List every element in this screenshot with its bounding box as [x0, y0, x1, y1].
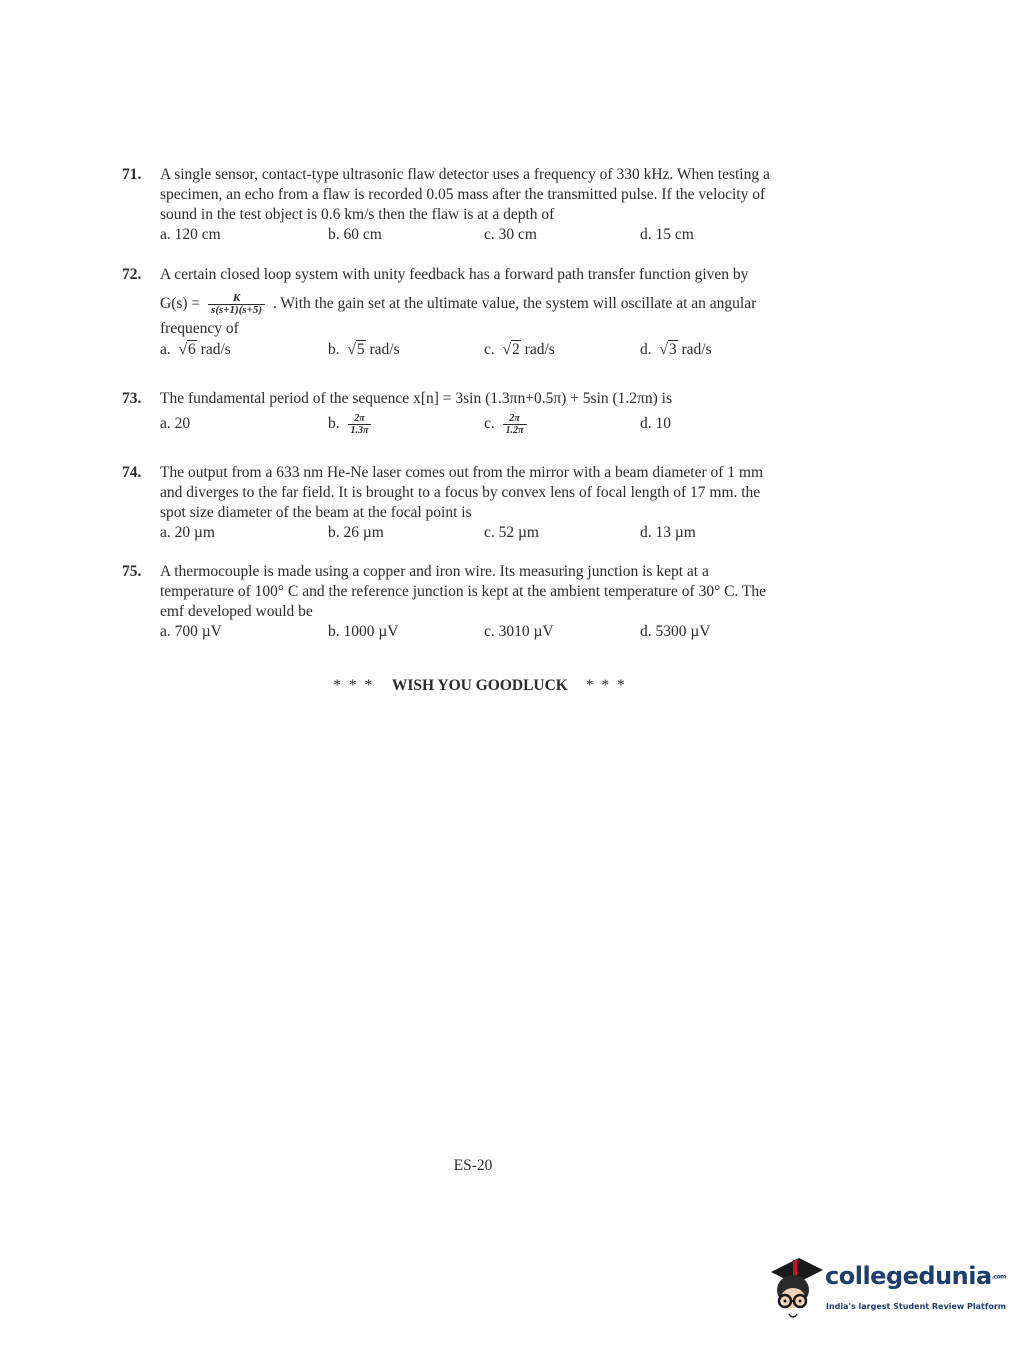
- question-text-line: frequency of: [160, 320, 239, 337]
- option-b: b. 1000 µV: [328, 623, 399, 640]
- question-text-line: specimen, an echo from a flaw is recorded 0.05 mass after the transmitted pulse. If the velocity of: [160, 186, 766, 203]
- options-row: [160, 409, 847, 439]
- collegedunia-logo: [765, 1254, 1007, 1334]
- option-d: d. √3 rad/s: [640, 341, 712, 358]
- logo-tagline: India's largest Student Review Platform: [826, 1302, 1007, 1311]
- question-74: [122, 463, 847, 543]
- question-text-line: spot size diameter of the beam at the focal point is: [160, 504, 472, 521]
- transfer-function-fraction: [208, 293, 265, 316]
- option-b: b. $\frac{2\pi}{1.3\pi}$: [328, 409, 375, 439]
- option-a: a. 700 µV: [160, 623, 222, 640]
- student-mascot-icon: [765, 1254, 823, 1326]
- transfer-function-line: [160, 289, 847, 319]
- logo-wordmark: collegedunia.com: [825, 1262, 1006, 1290]
- options-row: [160, 622, 847, 642]
- option-b: b. 26 µm: [328, 524, 384, 541]
- question-73: [122, 389, 847, 439]
- question-text-line: temperature of 100° C and the reference junction is kept at the ambient temperature of 30° C. The: [160, 583, 767, 600]
- question-text-line: The output from a 633 nm He-Ne laser comes out from the mirror with a beam diameter of 1 mm: [160, 464, 764, 481]
- option-c: c. $\frac{2\pi}{1.2\pi}$: [484, 409, 531, 439]
- option-d: d. 5300 µV: [640, 623, 711, 640]
- goodluck-text: WISH YOU GOODLUCK: [391, 677, 568, 694]
- question-number: 74.: [122, 464, 142, 481]
- question-text-line: emf developed would be: [160, 603, 313, 620]
- page-number: ES-20: [453, 1157, 493, 1174]
- sqrt-symbol: √5: [347, 341, 365, 358]
- fraction-numerator: K: [208, 293, 265, 305]
- question-number: 73.: [122, 390, 142, 407]
- question-text-line: A single sensor, contact-type ultrasonic flaw detector uses a frequency of 330 kHz. When testing a: [160, 166, 770, 183]
- options-row: [160, 523, 847, 543]
- option-a: a. 120 cm: [160, 226, 221, 243]
- question-text-line: The fundamental period of the sequence x[n] = 3sin (1.3πn+0.5π) + 5sin (1.2πn) is: [160, 390, 672, 407]
- option-d: d. 10: [640, 415, 671, 432]
- option-c: c. 30 cm: [484, 226, 537, 243]
- sqrt-symbol: √2: [502, 341, 520, 358]
- fraction: $\frac{2\pi}{1.3\pi}$: [348, 413, 372, 436]
- question-text-line: A certain closed loop system with unity feedback has a forward path transfer function given by: [160, 266, 749, 283]
- option-d: d. 15 cm: [640, 226, 694, 243]
- fraction-denominator: s(s+1)(s+5): [211, 303, 263, 316]
- fraction: $\frac{2\pi}{1.2\pi}$: [503, 413, 527, 436]
- option-b: b. 60 cm: [328, 226, 382, 243]
- option-c: c. √2 rad/s: [484, 341, 555, 358]
- question-text-line: A thermocouple is made using a copper and iron wire. Its measuring junction is kept at a: [160, 563, 709, 580]
- question-number: 72.: [122, 266, 142, 283]
- stars-right: * * *: [585, 677, 627, 694]
- sqrt-symbol: √3: [659, 341, 677, 358]
- gs-label: G(s) =: [160, 295, 201, 312]
- question-text-line: and diverges to the far field. It is brought to a focus by convex lens of focal length of 17 mm. the: [160, 484, 761, 501]
- logo-domain-suffix: .com: [991, 1273, 1006, 1281]
- question-72: [122, 265, 847, 360]
- option-c: c. 52 µm: [484, 524, 539, 541]
- question-number: 71.: [122, 166, 142, 183]
- question-71: [122, 165, 847, 245]
- option-b: b. √5 rad/s: [328, 341, 400, 358]
- option-a: a. 20 µm: [160, 524, 215, 541]
- question-75: [122, 562, 847, 642]
- closing-message: [0, 677, 960, 695]
- option-a: a. √6 rad/s: [160, 341, 231, 358]
- question-text-line: sound in the test object is 0.6 km/s then the flaw is at a depth of: [160, 206, 555, 223]
- options-row: [160, 225, 847, 245]
- option-c: c. 3010 µV: [484, 623, 554, 640]
- stars-left: * * *: [333, 677, 375, 694]
- sqrt-symbol: √6: [178, 341, 196, 358]
- option-a: a. 20: [160, 415, 191, 432]
- question-number: 75.: [122, 563, 142, 580]
- options-row: [160, 340, 847, 360]
- question-text-line: . With the gain set at the ultimate value, the system will oscillate at an angular: [272, 295, 757, 312]
- option-d: d. 13 µm: [640, 524, 696, 541]
